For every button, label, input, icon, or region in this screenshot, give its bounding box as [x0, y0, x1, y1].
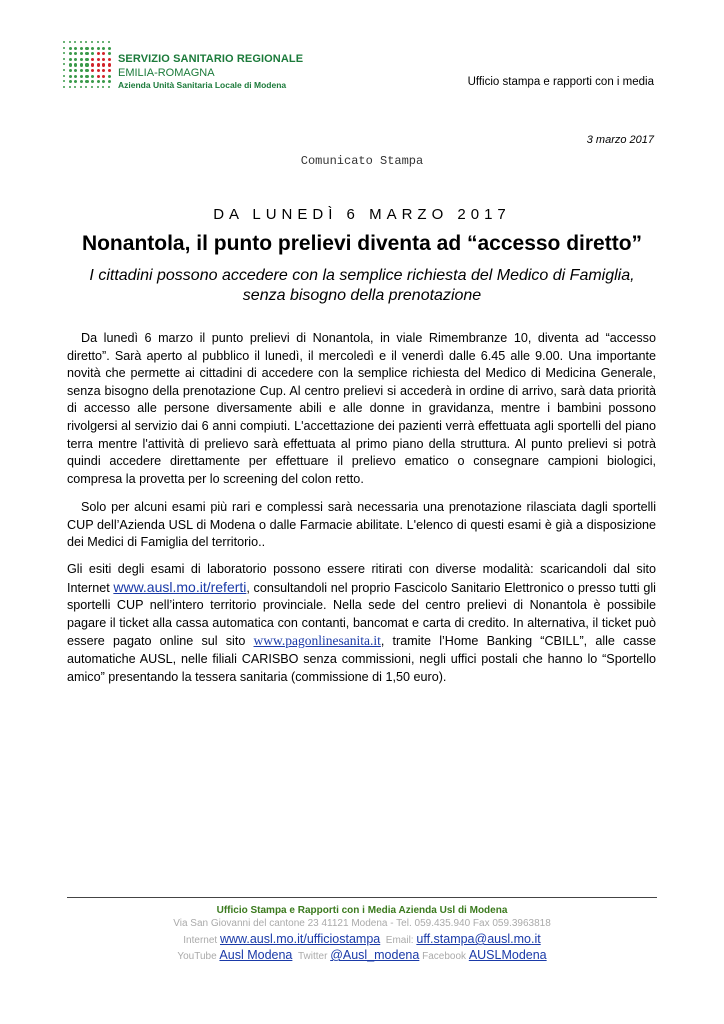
logo-dot — [85, 41, 87, 43]
logo-dot — [69, 41, 71, 43]
kicker: DA LUNEDÌ 6 MARZO 2017 — [213, 206, 511, 223]
youtube-link[interactable]: Ausl Modena — [219, 948, 293, 962]
logo-dot — [108, 75, 111, 78]
email-label: Email: — [385, 935, 414, 946]
logo-dot — [69, 58, 72, 61]
document-type: Comunicato Stampa — [300, 154, 424, 168]
logo-dot — [102, 80, 105, 83]
logo-dot — [102, 69, 105, 72]
logo-dot — [85, 80, 88, 83]
logo-dot — [91, 69, 94, 72]
twitter-label: Twitter — [297, 951, 328, 962]
logo-dot — [108, 58, 111, 61]
logo-dot — [80, 41, 82, 43]
logo-dot — [80, 52, 83, 55]
logo-dot — [80, 75, 83, 78]
logo-dot — [97, 86, 99, 88]
logo-dot — [85, 75, 88, 78]
logo-dot — [91, 75, 94, 78]
logo-dot — [108, 47, 111, 50]
logo-dot — [102, 63, 105, 66]
logo-dot — [85, 58, 88, 61]
paragraph-3-text: , consultandoli nel proprio Fascicolo Sanitario Elettronico o presso tutti gli sportelli CUP nell’intero territorio provinciale. Nella sede del centro prelievi di Nonantola è possibile pagare il ticket alla cassa automatica con contanti, bancomat e carta di credito. In alternativa, il ticket può essere pagato online sul sito — [67, 580, 656, 649]
logo-dot — [63, 47, 65, 49]
facebook-label: Facebook — [422, 951, 467, 962]
logo-dot — [97, 75, 100, 78]
ufficiostampa-link[interactable]: www.ausl.mo.it/ufficiostampa — [219, 932, 381, 946]
logo-dot — [108, 41, 110, 43]
logo-dot — [63, 63, 65, 65]
paragraph-1: Da lunedì 6 marzo il punto prelievi di Nonantola, in viale Rimembranze 10, diventa ad “accesso diretto”. Sarà aperto al pubblico il lunedì, il mercoledì e il venerdì dalle 6.45 alle 9.00. Una importante novità che permette ai cittadini di accedere con la semplice richiesta del Medico di Medicina Generale, senza bisogno della prenotazione Cup. Al centro prelievi si accederà in ordine di arrivo, sarà data priorità di accesso alle persone diversamente abili e alle donne in gravidanza, mentre i bambini possono rivolgersi al servizio dai 6 anni compiuti. L'accettazione dei pazienti verrà effettuata agli sportelli del piano terra mentre l'attività di prelievo sarà effettuata al primo piano della struttura. Al punto prelievi si potrà quindi accedere direttamente per effettuare il prelievo ematico o consegnare campioni biologici, compresa la provetta per lo screening del colon retto. — [67, 331, 656, 486]
logo-dot — [74, 47, 77, 50]
logo-dot — [80, 47, 83, 50]
footer-contacts — [0, 932, 724, 946]
logo-dot — [80, 69, 83, 72]
logo-dot — [74, 86, 76, 88]
logo-dot — [63, 41, 65, 43]
logo-dot — [74, 69, 77, 72]
logo-dot — [91, 52, 94, 55]
logo-dot — [74, 80, 77, 83]
youtube-label: YouTube — [177, 951, 217, 962]
org-region: EMILIA-ROMAGNA — [118, 67, 215, 79]
footer-address: Via San Giovanni del cantone 23 41121 Modena - Tel. 059.435.940 Fax 059.3963818 — [173, 918, 551, 929]
logo-dot — [97, 80, 100, 83]
logo-dot — [74, 41, 76, 43]
logo-dot — [63, 52, 65, 54]
org-agency: Azienda Unità Sanitaria Locale di Modena — [118, 80, 287, 90]
logo-dot — [108, 52, 111, 55]
referti-link[interactable]: www.ausl.mo.it/referti — [113, 578, 247, 595]
logo-dot — [63, 86, 65, 88]
logo-dot — [91, 58, 94, 61]
logo-dot — [91, 41, 93, 43]
logo-dot — [97, 47, 100, 50]
logo-dot — [63, 69, 65, 71]
logo-dot — [102, 41, 104, 43]
logo-dot — [69, 52, 72, 55]
paragraph-3-text: Gli esiti degli esami di laboratorio possono essere ritirati con diverse modalità: scaricandoli dal sito Internet — [67, 562, 656, 595]
logo-dot — [108, 80, 111, 83]
logo-dot — [69, 75, 72, 78]
email-link[interactable]: uff.stampa@ausl.mo.it — [416, 932, 541, 946]
logo-dot — [108, 69, 111, 72]
logo-dot — [69, 86, 71, 88]
logo-dot — [69, 80, 72, 83]
logo-dot — [80, 63, 83, 66]
logo-dot — [108, 86, 110, 88]
page-title: Nonantola, il punto prelievi diventa ad “accesso diretto” — [81, 232, 643, 255]
logo-dot — [80, 58, 83, 61]
logo-dot — [97, 63, 100, 66]
logo-dot — [102, 75, 105, 78]
logo-dot — [97, 52, 100, 55]
logo-dot — [91, 86, 93, 88]
logo-dot — [97, 41, 99, 43]
logo-dot — [91, 63, 94, 66]
ausl-logo — [63, 41, 111, 89]
logo-dot — [69, 63, 72, 66]
paragraph-3 — [67, 561, 656, 686]
logo-dot — [91, 47, 94, 50]
logo-dot — [63, 58, 65, 60]
paragraph-2: Solo per alcuni esami più rari e complessi sarà necessaria una prenotazione rilasciata dagli sportelli CUP dell’Azienda USL di Modena o dalle Farmacie abilitate. L'elenco di questi esami è già a disposizione dei Medici di Famiglia del territorio.. — [67, 500, 656, 550]
logo-dot — [74, 63, 77, 66]
logo-dot — [74, 75, 77, 78]
logo-dot — [85, 63, 88, 66]
office-label: Ufficio stampa e rapporti con i media — [467, 76, 654, 88]
paragraph-3-text: , tramite l’Home Banking “CBILL”, alle casse automatiche AUSL, nelle filiali CARISBO senza commissioni, negli uffici postali che hanno lo “Sportello amico” presentando la tessera sanitaria (commissione di 1,50 euro). — [67, 634, 657, 684]
facebook-link[interactable]: AUSLModena — [468, 948, 547, 962]
logo-dot — [63, 75, 65, 77]
logo-dot — [85, 86, 87, 88]
logo-dot — [69, 47, 72, 50]
logo-dot — [97, 58, 100, 61]
logo-dot — [102, 52, 105, 55]
logo-dot — [80, 80, 83, 83]
pagonline-link[interactable]: www.pagonlinesanita.it — [253, 633, 381, 649]
logo-dot — [91, 80, 94, 83]
logo-dot — [85, 47, 88, 50]
twitter-link[interactable]: @Ausl_modena — [330, 948, 420, 962]
logo-dot — [85, 69, 88, 72]
logo-dot — [97, 69, 100, 72]
logo-dot — [69, 69, 72, 72]
internet-label: Internet — [183, 935, 218, 946]
logo-dot — [85, 52, 88, 55]
logo-dot — [102, 47, 105, 50]
footer-title: Ufficio Stampa e Rapporti con i Media Azienda Usl di Modena — [216, 905, 508, 916]
footer-social — [0, 948, 724, 962]
logo-dot — [102, 58, 105, 61]
logo-dot — [108, 63, 111, 66]
footer-divider — [67, 897, 657, 898]
page-subtitle: I cittadini possono accedere con la semplice richiesta del Medico di Famiglia, senza bisogno della prenotazione — [89, 267, 635, 304]
logo-dot — [74, 52, 77, 55]
document-date: 3 marzo 2017 — [586, 134, 654, 146]
logo-dot — [63, 80, 65, 82]
logo-dot — [102, 86, 104, 88]
logo-dot — [74, 58, 77, 61]
logo-dot — [80, 86, 82, 88]
org-name: SERVIZIO SANITARIO REGIONALE — [118, 53, 304, 65]
